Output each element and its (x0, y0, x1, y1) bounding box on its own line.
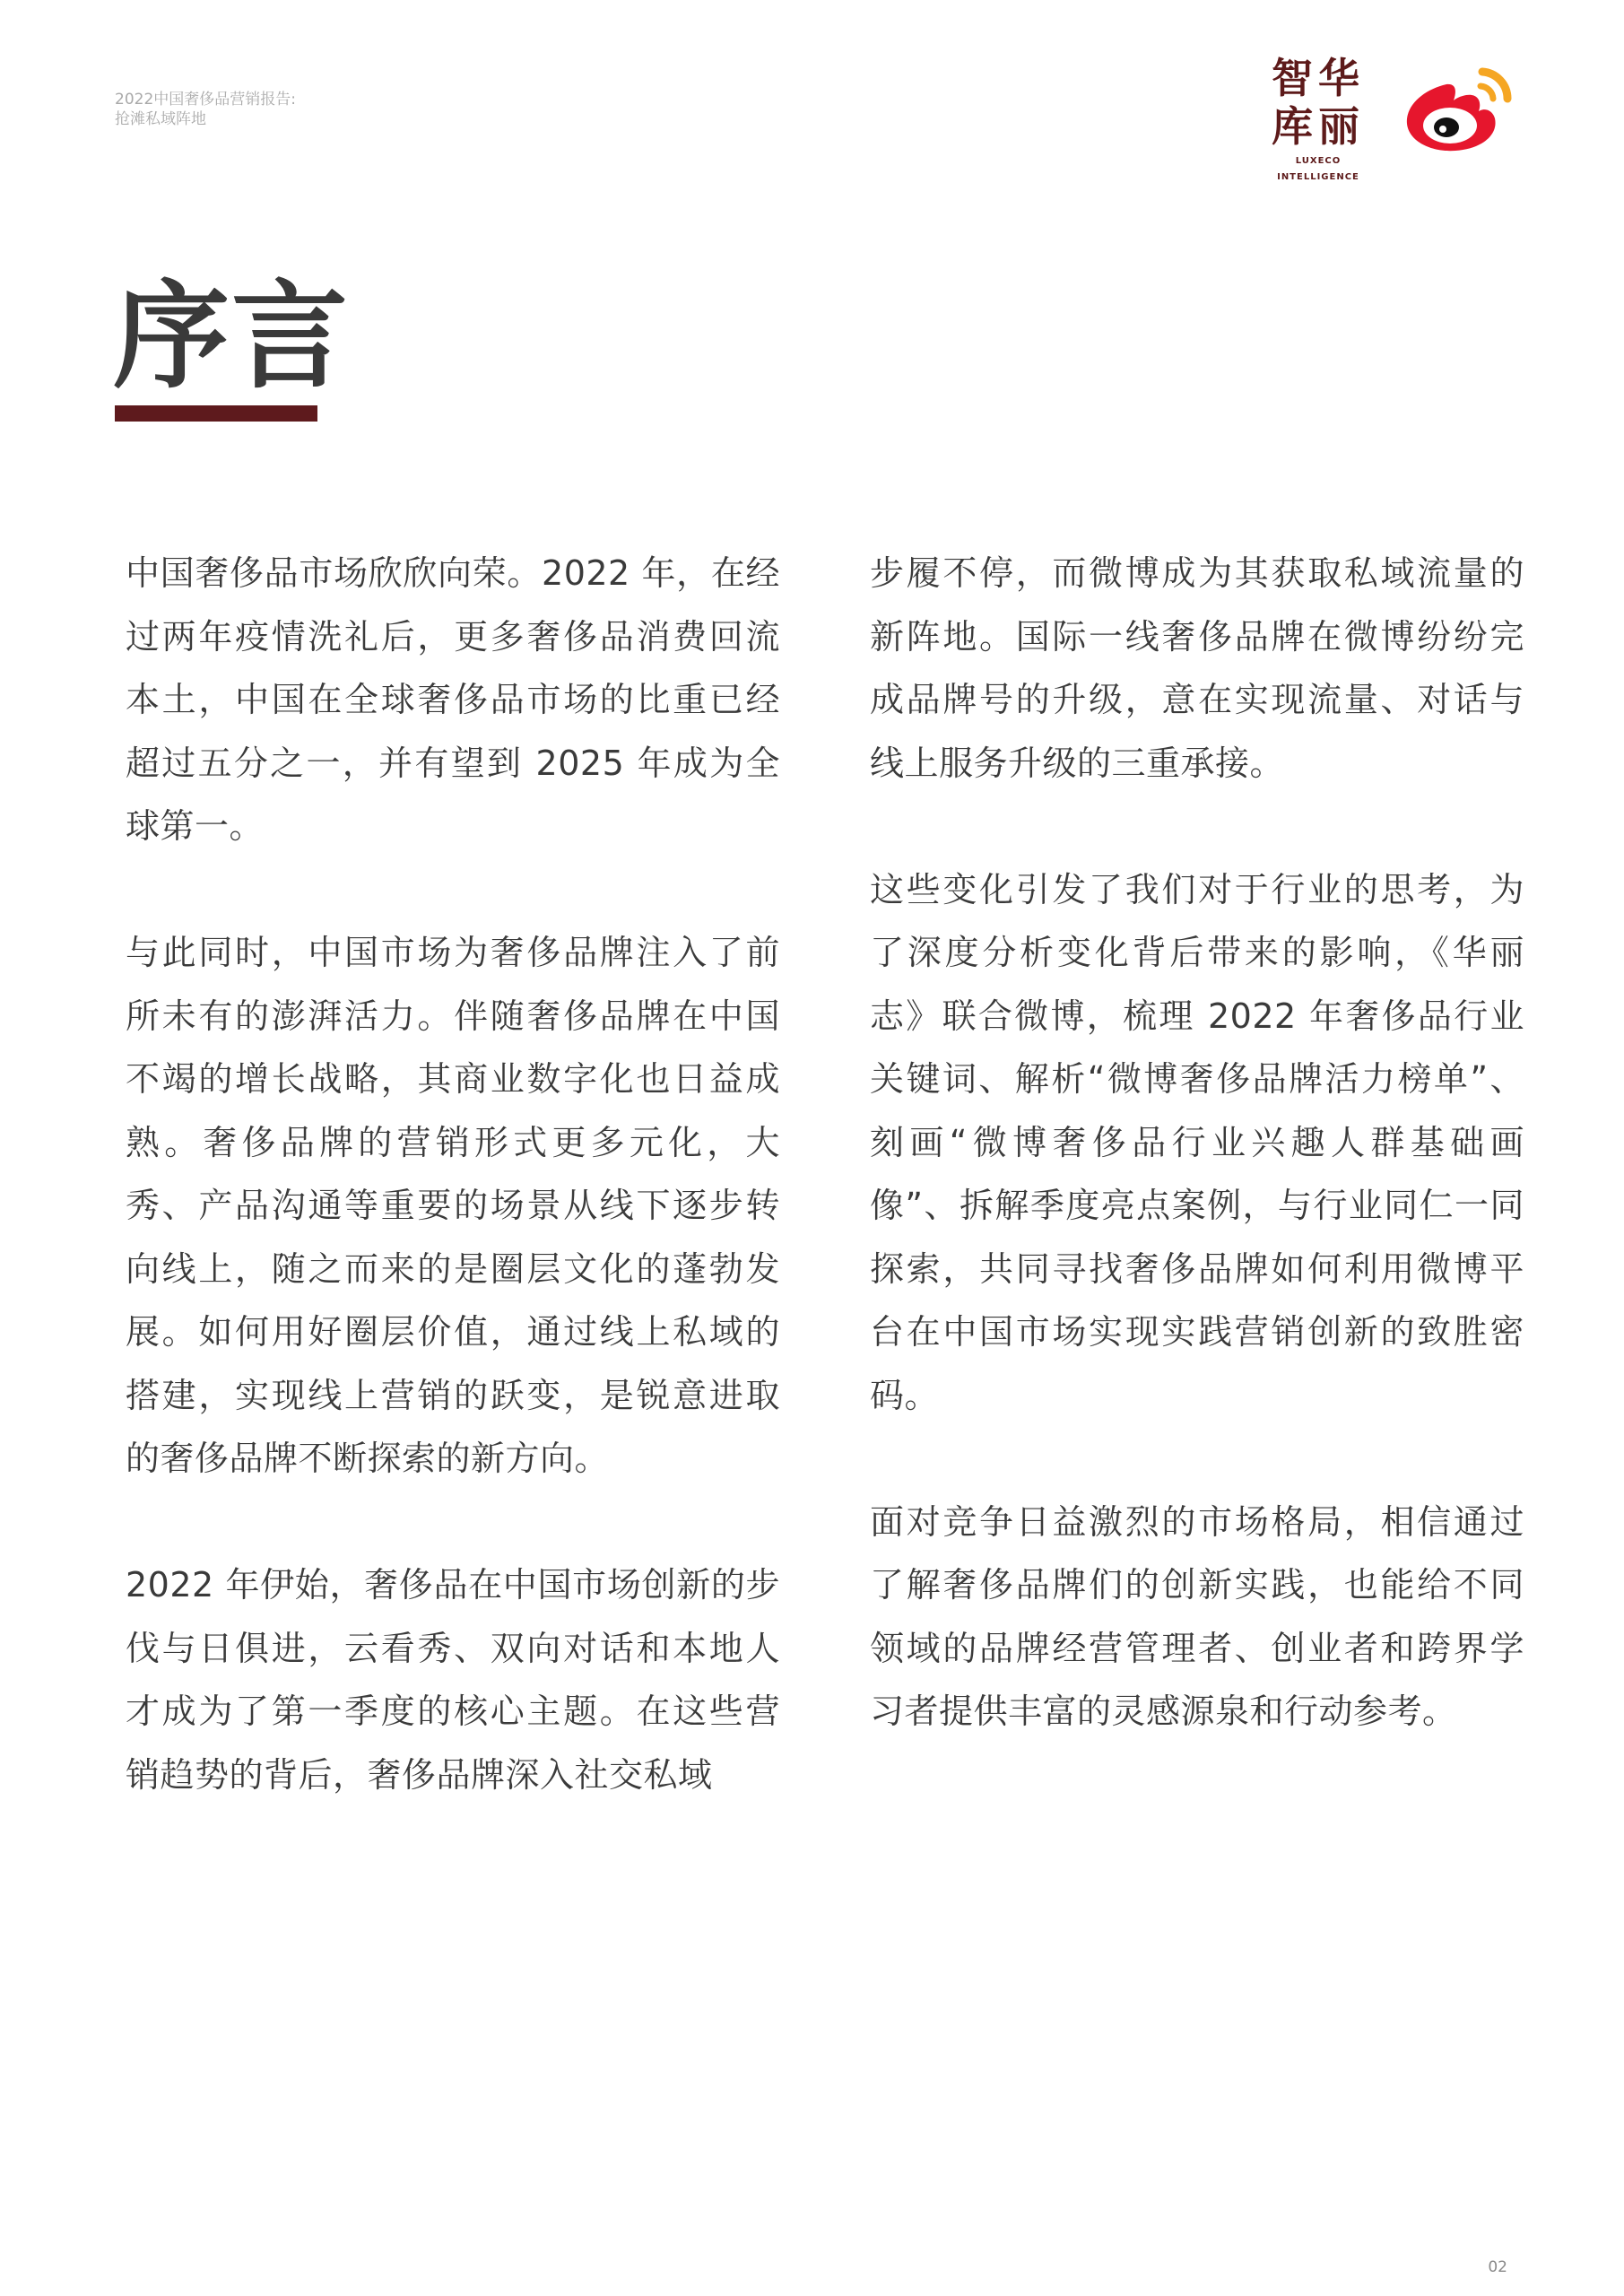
weibo-logo-icon (1400, 59, 1516, 158)
left-column (126, 542, 780, 1870)
report-header-line1: 2022中国奢侈品营销报告: (115, 91, 296, 109)
page-title: 序言 (113, 268, 351, 404)
left-paragraph-3: 2022 年伊始，奢侈品在中国市场创新的步伐与日俱进，云看秀、双向对话和本地人才成为了第一季度的核心主题。在这些营销趋势的背后，奢侈品牌深入社交私域 (126, 1565, 780, 1795)
report-header-line2: 抢滩私域阵地 (115, 110, 206, 128)
luxeco-en-line2: INTELLIGENCE (1277, 172, 1359, 182)
right-paragraph-3: 面对竞争日益激烈的市场格局，相信通过了解奢侈品牌们的创新实践，也能给不同领域的品牌经营管理者、创业者和跨界学习者提供丰富的灵感源泉和行动参考。 (870, 1501, 1524, 1731)
luxeco-cn-line1: 智华 (1272, 54, 1365, 102)
logo-group (1269, 54, 1516, 183)
luxeco-cn-line2: 库丽 (1272, 102, 1365, 151)
page-number: 02 (1488, 2258, 1507, 2276)
right-paragraph-2: 这些变化引发了我们对于行业的思考，为了深度分析变化背后带来的影响，《华丽志》联合微博，梳理 2022 年奢侈品行业关键词、解析“微博奢侈品牌活力榜单”、刻画“微博奢侈品行业兴趣人群基础画像”、拆解季度亮点案例，与行业同仁一同探索，共同寻找奢侈品牌如何利用微博平台在中国市场实现实践营销创新的致胜密码。 (870, 869, 1524, 1415)
title-underline (115, 405, 317, 422)
right-paragraph-1: 步履不停，而微博成为其获取私域流量的新阵地。国际一线奢侈品牌在微博纷纷完成品牌号的升级，意在实现流量、对话与线上服务升级的三重承接。 (870, 553, 1524, 783)
left-paragraph-2: 与此同时，中国市场为奢侈品牌注入了前所未有的澎湃活力。伴随奢侈品牌在中国不竭的增长战略，其商业数字化也日益成熟。奢侈品牌的营销形式更多元化，大秀、产品沟通等重要的场景从线下逐步转向线上，随之而来的是圈层文化的蓬勃发展。如何用好圈层价值，通过线上私域的搭建，实现线上营销的跃变，是锐意进取的奢侈品牌不断探索的新方向。 (126, 933, 780, 1478)
luxeco-logo (1269, 54, 1368, 183)
left-paragraph-1: 中国奢侈品市场欣欣向荣。2022 年，在经过两年疫情洗礼后，更多奢侈品消费回流本土，中国在全球奢侈品市场的比重已经超过五分之一，并有望到 2025 年成为全球第一。 (126, 553, 780, 846)
right-column (870, 542, 1524, 1806)
luxeco-en-line1: LUXECO (1295, 156, 1342, 166)
report-header (115, 90, 296, 129)
